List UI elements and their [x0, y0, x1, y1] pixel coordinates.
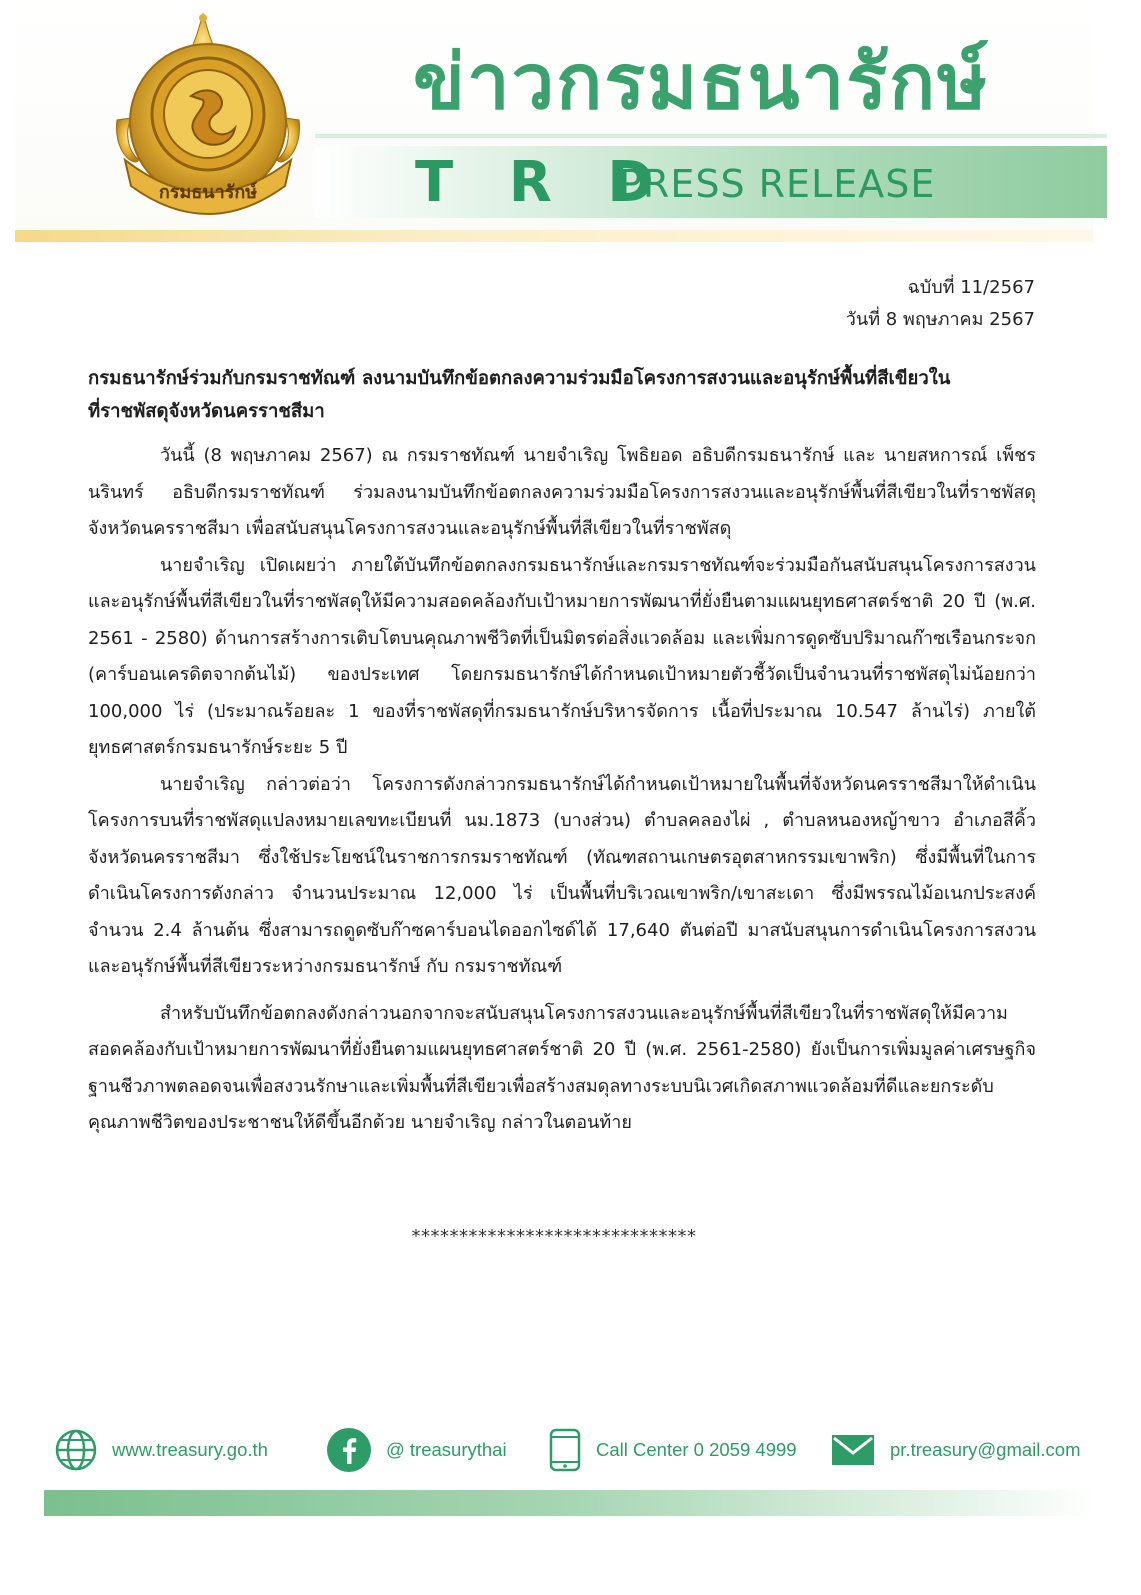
- issue-date: วันที่ 8 พฤษภาคม 2567: [845, 309, 1035, 330]
- phone-icon: [548, 1428, 582, 1472]
- paragraph-1: วันนี้ (8 พฤษภาคม 2567) ณ กรมราชทัณฑ์ นายจำเริญ โพธิยอด อธิบดีกรมธนารักษ์ และ นายสหการณ์ เพ็ชรนรินทร์ อธิบดีกรมราชทัณฑ์ ร่วมลงนามบันทึกข้อตกลงความร่วมมือโครงการสงวนและอนุรักษ์พื้นที่สีเขียวในที่ราชพัสดุจังหวัดนครราชสีมา เพื่อสนับสนุนโครงการสงวนและอนุรักษ์พื้นที่สีเขียวในที่ราชพัสดุ: [88, 445, 1036, 539]
- contact-email[interactable]: [830, 1428, 1080, 1472]
- mail-icon: [830, 1432, 876, 1468]
- article-body: [88, 362, 1036, 1142]
- call-center-number[interactable]: Call Center 0 2059 4999: [596, 1439, 797, 1460]
- issue-number: ฉบับที่ 11/2567: [907, 277, 1035, 298]
- headline-line-2: ที่ราชพัสดุจังหวัดนครราชสีมา: [88, 401, 325, 422]
- facebook-link[interactable]: @ treasurythai: [386, 1439, 507, 1460]
- footer-green-bar: [44, 1490, 1096, 1516]
- paragraph-3: นายจำเริญ กล่าวต่อว่า โครงการดังกล่าวกรมธนารักษ์ได้กำหนดเป้าหมายในพื้นที่จังหวัดนครราชสีมาให้ดำเนินโครงการบนที่ราชพัสดุแปลงหมายเลขทะเบียนที่ นม.1873 (บางส่วน) ตำบลคลองไผ่ , ตำบลหนองหญ้าขาว อำเภอสีคิ้ว จังหวัดนครราชสีมา ซึ่งใช้ประโยชน์ในราชการกรมราชทัณฑ์ (ทัณฑสถานเกษตรอุตสาหกรรมเขาพริก) ซึ่งมีพื้นที่ในการดำเนินโครงการดังกล่าว จำนวนประมาณ 12,000 ไร่ เป็นพื้นที่บริเวณเขาพริก/เขาสะเดา ซึ่งมีพรรณไม้อเนกประสงค์ จำนวน 2.4 ล้านต้น ซึ่งสามารถดูดซับก๊าซคาร์บอนไดออกไซด์ได้ 17,640 ตันต่อปี มาสนับสนุนการดำเนินโครงการสงวนและอนุรักษ์พื้นที่สีเขียวระหว่างกรมธนารักษ์ กับ กรมราชทัณฑ์: [88, 773, 1036, 977]
- email-link[interactable]: pr.treasury@gmail.com: [890, 1439, 1081, 1460]
- footer-contacts: [54, 1428, 1114, 1472]
- page-title-thai: ข่าวกรมธนารักษ์: [413, 37, 990, 126]
- trd-title: T R D: [415, 150, 672, 215]
- contact-website[interactable]: [54, 1428, 268, 1472]
- header-gold-bar: [15, 230, 1093, 242]
- press-header: [15, 0, 1093, 242]
- contact-call-center[interactable]: [548, 1428, 797, 1472]
- facebook-icon: [326, 1427, 372, 1473]
- contact-facebook[interactable]: [326, 1428, 507, 1472]
- website-link[interactable]: www.treasury.go.th: [112, 1439, 268, 1460]
- title-divider: [315, 134, 1107, 138]
- treasury-department-seal: [103, 10, 313, 220]
- paragraph-4: สำหรับบันทึกข้อตกลงดังกล่าวนอกจากจะสนับสนุนโครงการสงวนและอนุรักษ์พื้นที่สีเขียวในที่ราชพัสดุให้มีความสอดคล้องกับเป้าหมายการพัฒนาที่ยั่งยืนตามแผนยุทธศาสตร์ชาติ 20 ปี (พ.ศ. 2561-2580) ยังเป็นการเพิ่มมูลค่าเศรษฐกิจฐานชีวภาพตลอดจนเพื่อสงวนรักษาและเพิ่มพื้นที่สีเขียวเพื่อสร้างสมดุลทางระบบนิเวศเกิดสภาพแวดล้อมที่ดีและยกระดับคุณภาพชีวิตของประชาชนให้ดีขึ้นอีกด้วย นายจำเริญ กล่าวในตอนท้าย: [88, 1002, 1036, 1133]
- press-release-title: PRESS RELEASE: [619, 162, 936, 206]
- end-separator: ******************************: [411, 1226, 697, 1247]
- seal-label: กรมธนารักษ์: [158, 182, 258, 203]
- article-headline: [88, 362, 1036, 428]
- globe-icon: [54, 1428, 98, 1472]
- paragraph-2: นายจำเริญ เปิดเผยว่า ภายใต้บันทึกข้อตกลงกรมธนารักษ์และกรมราชทัณฑ์จะร่วมมือกันสนับสนุนโครงการสงวนและอนุรักษ์พื้นที่สีเขียวในที่ราชพัสดุให้มีความสอดคล้องกับเป้าหมายการพัฒนาที่ยั่งยืนตามแผนยุทธศาสตร์ชาติ 20 ปี (พ.ศ. 2561 - 2580) ด้านการสร้างการเติบโตบนคุณภาพชีวิตที่เป็นมิตรต่อสิ่งแวดล้อม และเพิ่มการดูดซับปริมาณก๊าซเรือนกระจก (คาร์บอนเครดิตจากต้นไม้) ของประเทศ โดยกรมธนารักษ์ได้กำหนดเป้าหมายตัวชี้วัดเป็นจำนวนที่ราชพัสดุไม่น้อยกว่า 100,000 ไร่ (ประมาณร้อยละ 1 ของที่ราชพัสดุที่กรมธนารักษ์บริหารจัดการ เนื้อที่ประมาณ 10.547 ล้านไร่) ภายใต้ยุทธศาสตร์กรมธนารักษ์ระยะ 5 ปี: [88, 554, 1036, 758]
- headline-line-1: กรมธนารักษ์ร่วมกับกรมราชทัณฑ์ ลงนามบันทึกข้อตกลงความร่วมมือโครงการสงวนและอนุรักษ์พื้นที่สีเขียวใน: [88, 368, 951, 389]
- issue-meta: [846, 272, 1035, 336]
